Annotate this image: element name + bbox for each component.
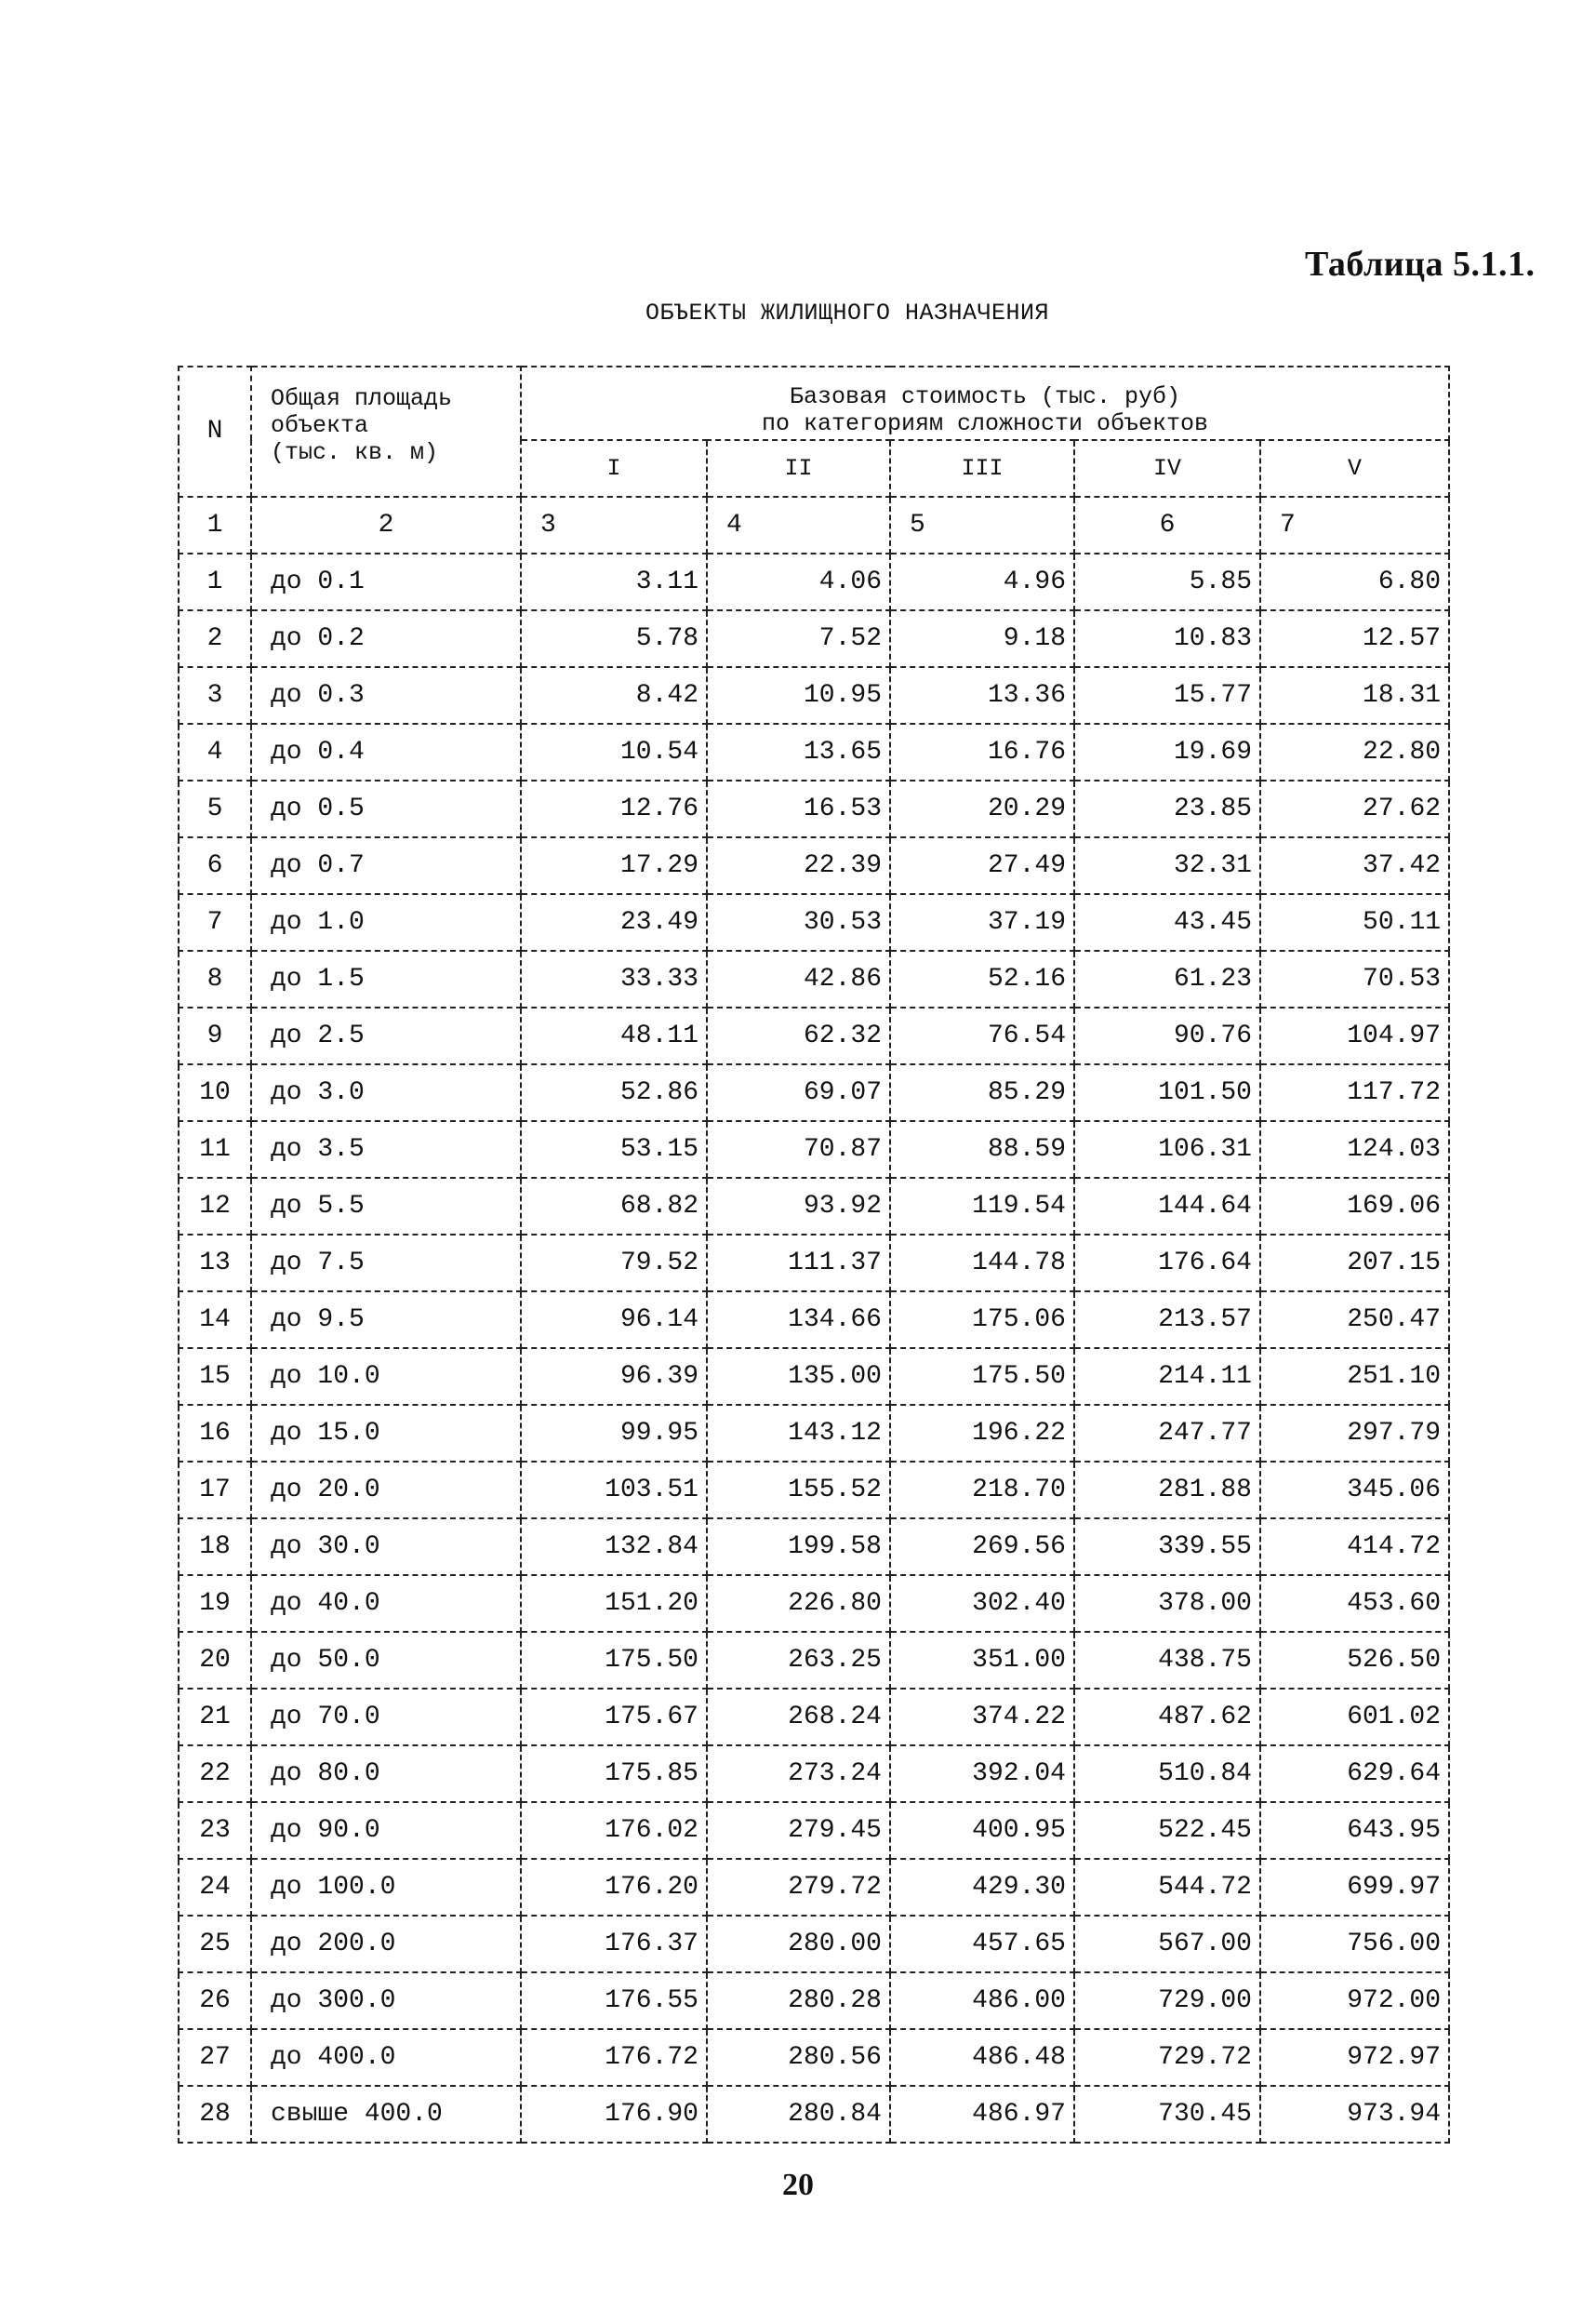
cost-cell-cat-3: 119.54 bbox=[890, 1178, 1074, 1235]
cost-cell-cat-2: 42.86 bbox=[707, 951, 890, 1008]
header-area-cell bbox=[251, 367, 521, 497]
cost-cell-cat-1: 175.85 bbox=[521, 1745, 707, 1802]
cost-cell-cat-2: 280.56 bbox=[707, 2029, 890, 2086]
cost-cell-cat-4: 5.85 bbox=[1074, 554, 1260, 610]
row-number: 4 bbox=[179, 724, 251, 781]
cost-cell-cat-5: 526.50 bbox=[1260, 1632, 1449, 1689]
cost-cell-cat-4: 438.75 bbox=[1074, 1632, 1260, 1689]
row-number: 1 bbox=[179, 554, 251, 610]
table-row bbox=[179, 1859, 1449, 1916]
row-number: 25 bbox=[179, 1916, 251, 1972]
cost-cell-cat-4: 106.31 bbox=[1074, 1121, 1260, 1178]
area-cell: до 15.0 bbox=[251, 1405, 521, 1462]
row-number: 27 bbox=[179, 2029, 251, 2086]
cost-cell-cat-4: 730.45 bbox=[1074, 2086, 1260, 2143]
table-row bbox=[179, 1575, 1449, 1632]
table-row bbox=[179, 1745, 1449, 1802]
cost-cell-cat-1: 132.84 bbox=[521, 1518, 707, 1575]
category-header-5: V bbox=[1260, 440, 1449, 497]
area-cell: до 3.0 bbox=[251, 1064, 521, 1121]
cost-cell-cat-4: 544.72 bbox=[1074, 1859, 1260, 1916]
column-number-row bbox=[179, 497, 1449, 554]
table-row bbox=[179, 894, 1449, 951]
cost-cell-cat-2: 280.28 bbox=[707, 1972, 890, 2029]
row-number: 16 bbox=[179, 1405, 251, 1462]
cost-cell-cat-4: 487.62 bbox=[1074, 1689, 1260, 1745]
cost-cell-cat-5: 972.97 bbox=[1260, 2029, 1449, 2086]
cost-cell-cat-1: 175.50 bbox=[521, 1632, 707, 1689]
cost-cell-cat-4: 567.00 bbox=[1074, 1916, 1260, 1972]
cost-cell-cat-4: 247.77 bbox=[1074, 1405, 1260, 1462]
cost-cell-cat-4: 10.83 bbox=[1074, 610, 1260, 667]
cost-cell-cat-2: 268.24 bbox=[707, 1689, 890, 1745]
cost-cell-cat-2: 280.84 bbox=[707, 2086, 890, 2143]
cost-cell-cat-2: 226.80 bbox=[707, 1575, 890, 1632]
cost-cell-cat-4: 510.84 bbox=[1074, 1745, 1260, 1802]
row-number: 21 bbox=[179, 1689, 251, 1745]
table-row bbox=[179, 2086, 1449, 2143]
row-number: 28 bbox=[179, 2086, 251, 2143]
table-row bbox=[179, 1802, 1449, 1859]
document-title: ОБЪЕКТЫ ЖИЛИЩНОГО НАЗНАЧЕНИЯ bbox=[645, 300, 1050, 327]
cost-cell-cat-4: 176.64 bbox=[1074, 1235, 1260, 1291]
cost-cell-cat-4: 144.64 bbox=[1074, 1178, 1260, 1235]
cost-cell-cat-3: 37.19 bbox=[890, 894, 1074, 951]
table-row bbox=[179, 724, 1449, 781]
header-cost-line-2: по категориям сложности объектов bbox=[761, 409, 1209, 437]
row-number: 14 bbox=[179, 1291, 251, 1348]
cost-cell-cat-1: 52.86 bbox=[521, 1064, 707, 1121]
cost-cell-cat-5: 453.60 bbox=[1260, 1575, 1449, 1632]
cost-cell-cat-1: 176.72 bbox=[521, 2029, 707, 2086]
cost-cell-cat-4: 378.00 bbox=[1074, 1575, 1260, 1632]
cost-cell-cat-2: 22.39 bbox=[707, 837, 890, 894]
area-cell: до 0.1 bbox=[251, 554, 521, 610]
cost-cell-cat-2: 263.25 bbox=[707, 1632, 890, 1689]
column-number: 2 bbox=[251, 497, 521, 554]
column-number: 6 bbox=[1074, 497, 1260, 554]
cost-cell-cat-3: 486.48 bbox=[890, 2029, 1074, 2086]
area-cell: до 1.5 bbox=[251, 951, 521, 1008]
cost-cell-cat-1: 96.39 bbox=[521, 1348, 707, 1405]
cost-cell-cat-2: 70.87 bbox=[707, 1121, 890, 1178]
area-cell: до 0.3 bbox=[251, 667, 521, 724]
area-cell: до 7.5 bbox=[251, 1235, 521, 1291]
table-row bbox=[179, 951, 1449, 1008]
cost-cell-cat-4: 19.69 bbox=[1074, 724, 1260, 781]
header-n-cell bbox=[179, 367, 251, 497]
area-cell: до 40.0 bbox=[251, 1575, 521, 1632]
cost-cell-cat-2: 7.52 bbox=[707, 610, 890, 667]
area-cell: до 9.5 bbox=[251, 1291, 521, 1348]
cost-cell-cat-5: 6.80 bbox=[1260, 554, 1449, 610]
row-number: 24 bbox=[179, 1859, 251, 1916]
cost-cell-cat-1: 103.51 bbox=[521, 1462, 707, 1518]
cost-cell-cat-2: 69.07 bbox=[707, 1064, 890, 1121]
cost-cell-cat-4: 339.55 bbox=[1074, 1518, 1260, 1575]
table-label: Таблица 5.1.1. bbox=[1305, 245, 1536, 284]
cost-cell-cat-1: 53.15 bbox=[521, 1121, 707, 1178]
cost-cell-cat-2: 16.53 bbox=[707, 781, 890, 837]
cost-cell-cat-3: 16.76 bbox=[890, 724, 1074, 781]
cost-cell-cat-1: 79.52 bbox=[521, 1235, 707, 1291]
table-row bbox=[179, 1064, 1449, 1121]
cost-cell-cat-2: 30.53 bbox=[707, 894, 890, 951]
cost-cell-cat-2: 135.00 bbox=[707, 1348, 890, 1405]
cost-cell-cat-4: 281.88 bbox=[1074, 1462, 1260, 1518]
cost-cell-cat-1: 176.20 bbox=[521, 1859, 707, 1916]
cost-cell-cat-5: 12.57 bbox=[1260, 610, 1449, 667]
table-row bbox=[179, 1916, 1449, 1972]
table-row bbox=[179, 554, 1449, 610]
cost-cell-cat-4: 23.85 bbox=[1074, 781, 1260, 837]
cost-cell-cat-4: 32.31 bbox=[1074, 837, 1260, 894]
row-number: 15 bbox=[179, 1348, 251, 1405]
cost-cell-cat-3: 351.00 bbox=[890, 1632, 1074, 1689]
cost-cell-cat-5: 70.53 bbox=[1260, 951, 1449, 1008]
cost-cell-cat-3: 9.18 bbox=[890, 610, 1074, 667]
cost-cell-cat-5: 973.94 bbox=[1260, 2086, 1449, 2143]
table-row bbox=[179, 610, 1449, 667]
area-cell: до 30.0 bbox=[251, 1518, 521, 1575]
area-cell: до 100.0 bbox=[251, 1859, 521, 1916]
cost-cell-cat-1: 99.95 bbox=[521, 1405, 707, 1462]
table-row bbox=[179, 1405, 1449, 1462]
cost-cell-cat-5: 104.97 bbox=[1260, 1008, 1449, 1064]
area-cell: до 50.0 bbox=[251, 1632, 521, 1689]
cost-cell-cat-4: 61.23 bbox=[1074, 951, 1260, 1008]
area-cell: до 0.7 bbox=[251, 837, 521, 894]
cost-cell-cat-3: 400.95 bbox=[890, 1802, 1074, 1859]
cost-cell-cat-1: 8.42 bbox=[521, 667, 707, 724]
cost-cell-cat-5: 37.42 bbox=[1260, 837, 1449, 894]
row-number: 19 bbox=[179, 1575, 251, 1632]
cost-cell-cat-4: 90.76 bbox=[1074, 1008, 1260, 1064]
cost-cell-cat-3: 486.97 bbox=[890, 2086, 1074, 2143]
header-n-label: N bbox=[206, 417, 223, 446]
cost-cell-cat-3: 429.30 bbox=[890, 1859, 1074, 1916]
category-header-1: I bbox=[521, 440, 707, 497]
table-row bbox=[179, 1178, 1449, 1235]
cost-cell-cat-1: 3.11 bbox=[521, 554, 707, 610]
area-cell: до 0.4 bbox=[251, 724, 521, 781]
area-cell: до 200.0 bbox=[251, 1916, 521, 1972]
area-cell: до 0.2 bbox=[251, 610, 521, 667]
cost-cell-cat-2: 4.06 bbox=[707, 554, 890, 610]
area-cell: до 2.5 bbox=[251, 1008, 521, 1064]
cost-cell-cat-5: 756.00 bbox=[1260, 1916, 1449, 1972]
row-number: 20 bbox=[179, 1632, 251, 1689]
row-number: 23 bbox=[179, 1802, 251, 1859]
cost-cell-cat-4: 729.00 bbox=[1074, 1972, 1260, 2029]
cost-cell-cat-2: 155.52 bbox=[707, 1462, 890, 1518]
cost-cell-cat-5: 250.47 bbox=[1260, 1291, 1449, 1348]
cost-cell-cat-3: 374.22 bbox=[890, 1689, 1074, 1745]
area-cell: до 80.0 bbox=[251, 1745, 521, 1802]
table-row bbox=[179, 1518, 1449, 1575]
cost-cell-cat-2: 111.37 bbox=[707, 1235, 890, 1291]
cost-cell-cat-2: 199.58 bbox=[707, 1518, 890, 1575]
row-number: 8 bbox=[179, 951, 251, 1008]
cost-cell-cat-5: 50.11 bbox=[1260, 894, 1449, 951]
cost-cell-cat-4: 43.45 bbox=[1074, 894, 1260, 951]
area-cell: свыше 400.0 bbox=[251, 2086, 521, 2143]
row-number: 6 bbox=[179, 837, 251, 894]
cost-cell-cat-5: 207.15 bbox=[1260, 1235, 1449, 1291]
cost-cell-cat-1: 176.90 bbox=[521, 2086, 707, 2143]
cost-cell-cat-5: 601.02 bbox=[1260, 1689, 1449, 1745]
row-number: 18 bbox=[179, 1518, 251, 1575]
table-row bbox=[179, 1291, 1449, 1348]
cost-cell-cat-2: 62.32 bbox=[707, 1008, 890, 1064]
cost-cell-cat-3: 13.36 bbox=[890, 667, 1074, 724]
header-area-line-3: (тыс. кв. м) bbox=[271, 438, 439, 466]
table-row bbox=[179, 1462, 1449, 1518]
row-number: 5 bbox=[179, 781, 251, 837]
cost-cell-cat-2: 93.92 bbox=[707, 1178, 890, 1235]
table-row bbox=[179, 1235, 1449, 1291]
area-cell: до 1.0 bbox=[251, 894, 521, 951]
cost-cell-cat-1: 176.55 bbox=[521, 1972, 707, 2029]
cost-table-container bbox=[178, 366, 1448, 2144]
category-header-4: IV bbox=[1074, 440, 1260, 497]
cost-cell-cat-3: 196.22 bbox=[890, 1405, 1074, 1462]
cost-cell-cat-3: 76.54 bbox=[890, 1008, 1074, 1064]
row-number: 22 bbox=[179, 1745, 251, 1802]
cost-cell-cat-1: 10.54 bbox=[521, 724, 707, 781]
cost-cell-cat-3: 218.70 bbox=[890, 1462, 1074, 1518]
column-number: 1 bbox=[179, 497, 251, 554]
cost-cell-cat-5: 117.72 bbox=[1260, 1064, 1449, 1121]
row-number: 12 bbox=[179, 1178, 251, 1235]
table-row bbox=[179, 1348, 1449, 1405]
row-number: 13 bbox=[179, 1235, 251, 1291]
category-header-3: III bbox=[890, 440, 1074, 497]
cost-cell-cat-5: 643.95 bbox=[1260, 1802, 1449, 1859]
cost-cell-cat-3: 486.00 bbox=[890, 1972, 1074, 2029]
header-area-line-2: объекта bbox=[271, 411, 369, 439]
header-row-main bbox=[179, 367, 1449, 440]
cost-cell-cat-1: 17.29 bbox=[521, 837, 707, 894]
row-number: 11 bbox=[179, 1121, 251, 1178]
row-number: 3 bbox=[179, 667, 251, 724]
row-number: 10 bbox=[179, 1064, 251, 1121]
header-cost-cell bbox=[521, 367, 1449, 440]
cost-cell-cat-3: 175.06 bbox=[890, 1291, 1074, 1348]
cost-cell-cat-5: 972.00 bbox=[1260, 1972, 1449, 2029]
cost-cell-cat-3: 85.29 bbox=[890, 1064, 1074, 1121]
header-cost-line-1: Базовая стоимость (тыс. руб) bbox=[789, 383, 1181, 410]
cost-cell-cat-5: 22.80 bbox=[1260, 724, 1449, 781]
cost-cell-cat-5: 629.64 bbox=[1260, 1745, 1449, 1802]
area-cell: до 300.0 bbox=[251, 1972, 521, 2029]
cost-cell-cat-1: 5.78 bbox=[521, 610, 707, 667]
cost-cell-cat-4: 214.11 bbox=[1074, 1348, 1260, 1405]
cost-cell-cat-2: 10.95 bbox=[707, 667, 890, 724]
cost-cell-cat-1: 48.11 bbox=[521, 1008, 707, 1064]
row-number: 2 bbox=[179, 610, 251, 667]
table-row bbox=[179, 1121, 1449, 1178]
cost-cell-cat-5: 345.06 bbox=[1260, 1462, 1449, 1518]
cost-cell-cat-4: 729.72 bbox=[1074, 2029, 1260, 2086]
area-cell: до 10.0 bbox=[251, 1348, 521, 1405]
cost-cell-cat-5: 18.31 bbox=[1260, 667, 1449, 724]
cost-cell-cat-4: 213.57 bbox=[1074, 1291, 1260, 1348]
table-row bbox=[179, 2029, 1449, 2086]
cost-cell-cat-2: 143.12 bbox=[707, 1405, 890, 1462]
area-cell: до 20.0 bbox=[251, 1462, 521, 1518]
page-number: 20 bbox=[782, 2168, 814, 2202]
cost-cell-cat-1: 175.67 bbox=[521, 1689, 707, 1745]
column-number: 3 bbox=[521, 497, 707, 554]
cost-cell-cat-4: 522.45 bbox=[1074, 1802, 1260, 1859]
cost-cell-cat-5: 124.03 bbox=[1260, 1121, 1449, 1178]
cost-cell-cat-2: 279.45 bbox=[707, 1802, 890, 1859]
cost-cell-cat-5: 414.72 bbox=[1260, 1518, 1449, 1575]
cost-cell-cat-3: 175.50 bbox=[890, 1348, 1074, 1405]
cost-cell-cat-1: 96.14 bbox=[521, 1291, 707, 1348]
cost-cell-cat-2: 13.65 bbox=[707, 724, 890, 781]
cost-cell-cat-1: 68.82 bbox=[521, 1178, 707, 1235]
cost-cell-cat-5: 251.10 bbox=[1260, 1348, 1449, 1405]
header-area-line-1: Общая площадь bbox=[271, 385, 453, 412]
cost-cell-cat-1: 176.02 bbox=[521, 1802, 707, 1859]
cost-cell-cat-5: 297.79 bbox=[1260, 1405, 1449, 1462]
row-number: 7 bbox=[179, 894, 251, 951]
cost-cell-cat-3: 52.16 bbox=[890, 951, 1074, 1008]
cost-cell-cat-1: 23.49 bbox=[521, 894, 707, 951]
cost-cell-cat-1: 12.76 bbox=[521, 781, 707, 837]
cost-cell-cat-3: 20.29 bbox=[890, 781, 1074, 837]
cost-cell-cat-3: 457.65 bbox=[890, 1916, 1074, 1972]
table-row bbox=[179, 1008, 1449, 1064]
cost-cell-cat-3: 88.59 bbox=[890, 1121, 1074, 1178]
column-number: 5 bbox=[890, 497, 1074, 554]
cost-cell-cat-5: 699.97 bbox=[1260, 1859, 1449, 1916]
area-cell: до 5.5 bbox=[251, 1178, 521, 1235]
row-number: 26 bbox=[179, 1972, 251, 2029]
area-cell: до 3.5 bbox=[251, 1121, 521, 1178]
cost-cell-cat-4: 101.50 bbox=[1074, 1064, 1260, 1121]
cost-cell-cat-4: 15.77 bbox=[1074, 667, 1260, 724]
column-number: 7 bbox=[1260, 497, 1449, 554]
cost-cell-cat-3: 302.40 bbox=[890, 1575, 1074, 1632]
area-cell: до 400.0 bbox=[251, 2029, 521, 2086]
cost-cell-cat-1: 176.37 bbox=[521, 1916, 707, 1972]
cost-cell-cat-2: 134.66 bbox=[707, 1291, 890, 1348]
table-row bbox=[179, 667, 1449, 724]
table-row bbox=[179, 1972, 1449, 2029]
cost-cell-cat-5: 169.06 bbox=[1260, 1178, 1449, 1235]
cost-cell-cat-3: 269.56 bbox=[890, 1518, 1074, 1575]
cost-cell-cat-3: 4.96 bbox=[890, 554, 1074, 610]
cost-cell-cat-3: 27.49 bbox=[890, 837, 1074, 894]
cost-cell-cat-1: 151.20 bbox=[521, 1575, 707, 1632]
cost-cell-cat-2: 280.00 bbox=[707, 1916, 890, 1972]
table-row bbox=[179, 781, 1449, 837]
table-row bbox=[179, 1689, 1449, 1745]
area-cell: до 70.0 bbox=[251, 1689, 521, 1745]
table-row bbox=[179, 837, 1449, 894]
area-cell: до 90.0 bbox=[251, 1802, 521, 1859]
cost-table bbox=[178, 366, 1450, 2144]
row-number: 17 bbox=[179, 1462, 251, 1518]
cost-cell-cat-2: 279.72 bbox=[707, 1859, 890, 1916]
table-row bbox=[179, 1632, 1449, 1689]
column-number: 4 bbox=[707, 497, 890, 554]
row-number: 9 bbox=[179, 1008, 251, 1064]
category-header-2: II bbox=[707, 440, 890, 497]
cost-cell-cat-3: 392.04 bbox=[890, 1745, 1074, 1802]
cost-cell-cat-3: 144.78 bbox=[890, 1235, 1074, 1291]
cost-cell-cat-5: 27.62 bbox=[1260, 781, 1449, 837]
area-cell: до 0.5 bbox=[251, 781, 521, 837]
cost-cell-cat-2: 273.24 bbox=[707, 1745, 890, 1802]
cost-cell-cat-1: 33.33 bbox=[521, 951, 707, 1008]
